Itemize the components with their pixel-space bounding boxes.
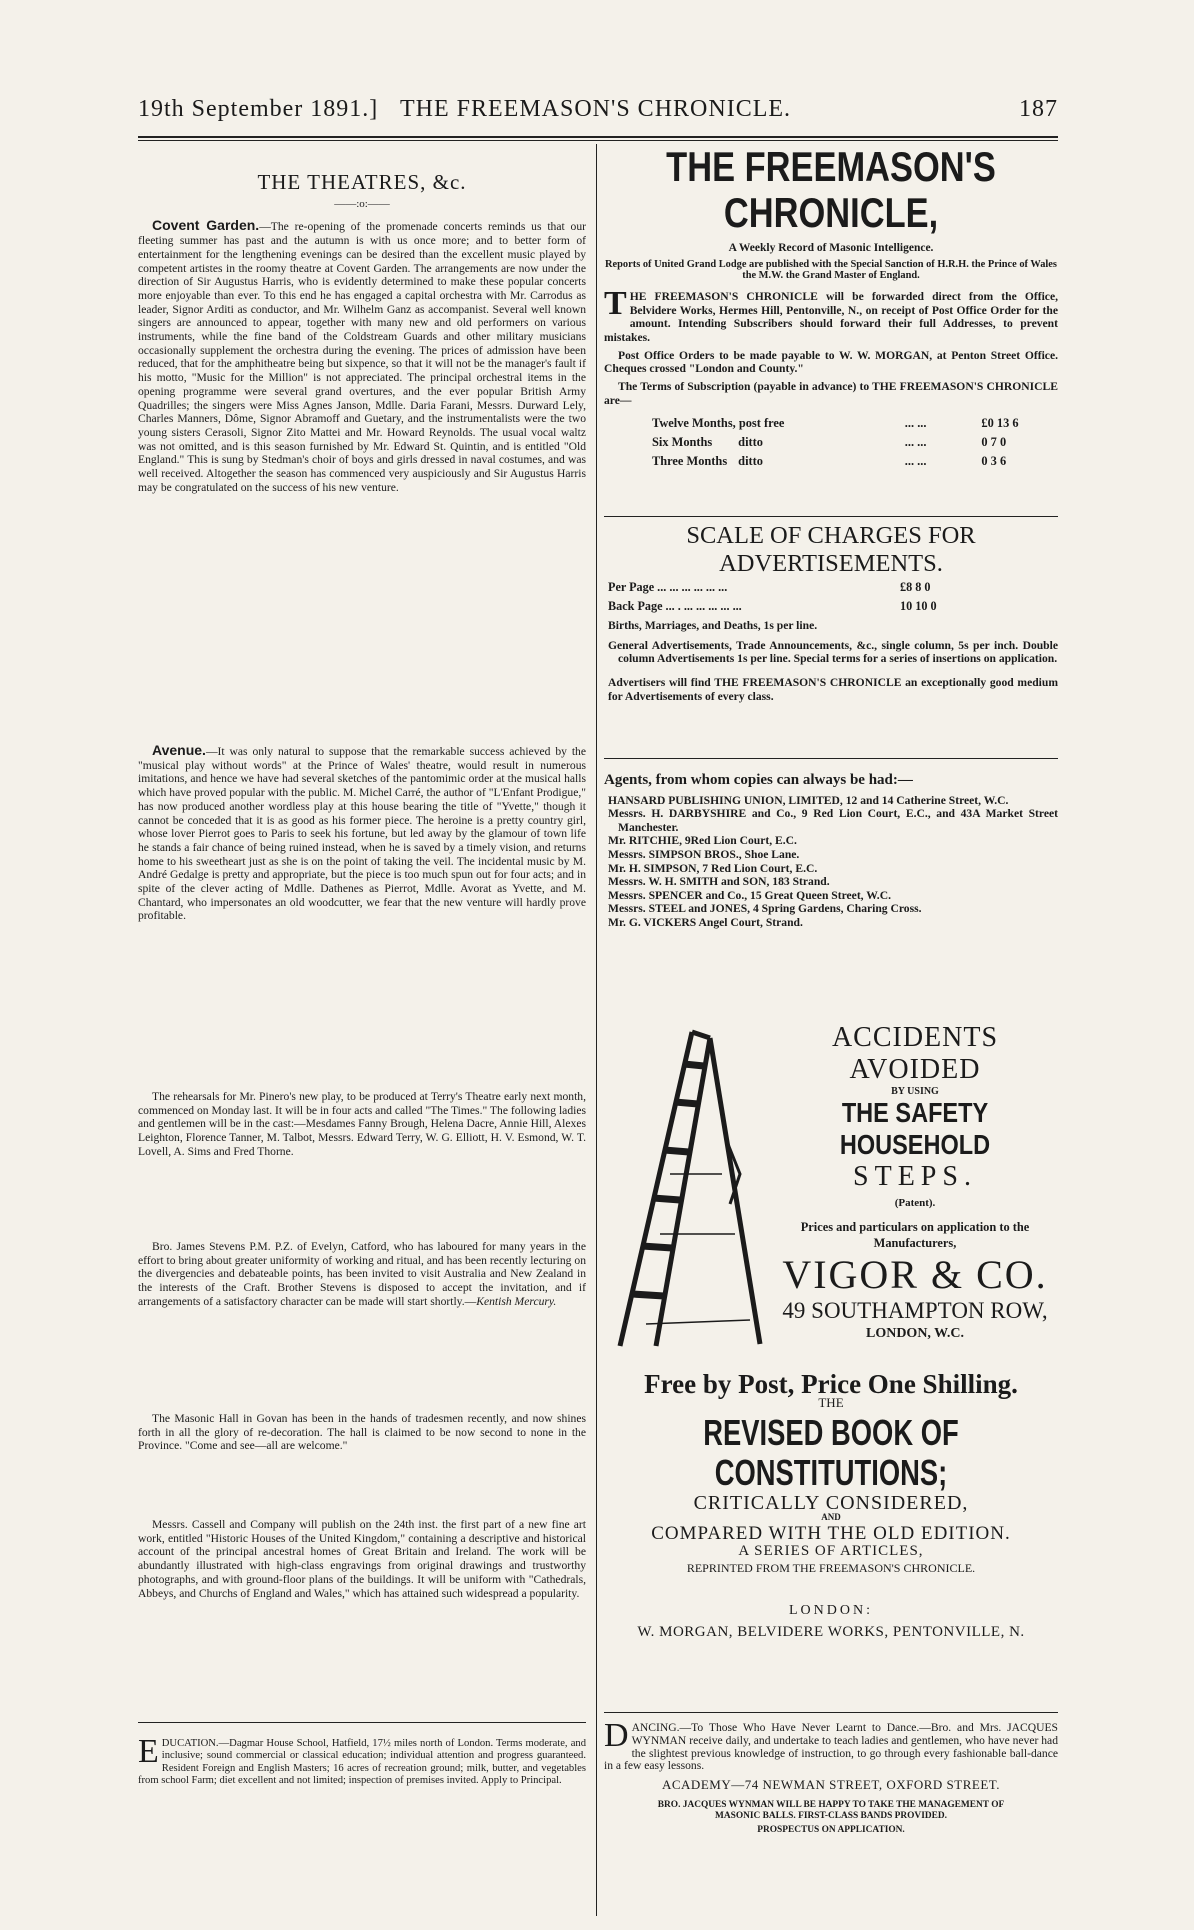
cassell-text: Messrs. Cassell and Company will publish on the 24th inst. the first part of a new fine art work, entitled "Historic Houses of the United Kingdom," containing a descriptive and historical account of the principal ancestral homes of Great Britain and Ireland. The work will be abundantly illustrated with high-class engravings from original drawings and trustworthy photographs, and with ground-floor plans of the buildings. It will be uniform with "Cathedrals, Abbeys, and Churchs of England and Wales," which has attained such widespread a popularity. xyxy=(138,1518,586,1600)
theatres-section xyxy=(138,170,586,494)
terms-intro: The Terms of Subscription (payable in advance) to THE FREEMASON'S CHRONICLE are— xyxy=(604,380,1058,407)
book-reprinted: REPRINTED FROM THE FREEMASON'S CHRONICLE. xyxy=(686,1561,976,1576)
ornament: ——:o:—— xyxy=(334,197,390,210)
births-rate: Births, Marriages, and Deaths, 1s per line. xyxy=(608,619,818,632)
avenue-heading: Avenue. xyxy=(152,742,206,758)
stevens-article xyxy=(138,1240,586,1309)
ad-rate-row: Per Page ... ... ... ... ... ... £8 8 0 xyxy=(608,580,931,594)
advertising-rates xyxy=(604,522,1058,704)
agent-item: Messrs. SPENCER and Co., 15 Great Queen Street, W.C. xyxy=(608,888,891,902)
agent-item: Messrs. H. DARBYSHIRE and Co., 9 Red Lion Court, E.C., and 43A Market Street Manchester. xyxy=(608,807,1058,834)
agent-item: Mr. G. VICKERS Angel Court, Strand. xyxy=(608,916,803,930)
covent-garden-heading: Covent Garden. xyxy=(152,217,260,234)
cassell-article xyxy=(138,1518,586,1600)
free-by-post: Free by Post, Price One Shilling. xyxy=(644,1369,1018,1399)
post-office-note: Post Office Orders to be made payable to W. W. MORGAN, at Penton Street Office. Cheques crossed "London and County." xyxy=(604,348,1058,376)
govan-text: The Masonic Hall in Govan has been in the hands of tradesmen recently, and now shines forth in all the glory of re-decoration. The hall is claimed to be now second to none in the Province. "Come and see—all are welcome." xyxy=(138,1412,586,1453)
patent-note: (Patent). xyxy=(894,1197,936,1209)
column-divider xyxy=(596,144,597,1916)
masthead-block xyxy=(604,144,1058,471)
header-rule-thin xyxy=(138,140,1058,141)
safety-steps-advert xyxy=(604,1018,1058,1358)
forward-text: HE FREEMASON'S CHRONICLE will be forwarded direct from the Office, Belvidere Works, Hermes Hill, Pentonville, N., on receipt of Post Office Order for the amount. Intending Subscribers should forward their full Addresses, to prevent mistakes. xyxy=(604,289,1058,344)
sanction-note: Reports of United Grand Lodge are published with the Special Sanction of H.R.H. the Prince of Wales the M.W. the Grand Master of England. xyxy=(605,258,1057,282)
company-name: VIGOR & CO. xyxy=(782,1252,1048,1297)
advertisers-note: Advertisers will find THE FREEMASON'S CHRONICLE an exceptionally good medium for Advertisements of every class. xyxy=(608,676,1058,703)
book-compared: COMPARED WITH THE OLD EDITION. xyxy=(651,1522,1011,1544)
ladder-illustration xyxy=(610,1024,768,1354)
masthead-title: THE FREEMASON'S CHRONICLE, xyxy=(666,143,996,236)
scale-rule xyxy=(604,516,1058,517)
book-publisher: W. MORGAN, BELVIDERE WORKS, PENTONVILLE, N. xyxy=(637,1623,1025,1640)
steps-word: STEPS. xyxy=(853,1161,977,1192)
dancing-advert xyxy=(604,1717,1059,1837)
ad-rate-row: Back Page ... . ... ... ... ... ... 10 10 0 xyxy=(608,599,937,613)
covent-garden-text: —The re-opening of the promenade concerts reminds us that our fleeting summer has past and the autumn is with us once more; and to better form of entertainment for the lengthening evenings can be desired than the excellent music played by competent artistes in the roomy theatre at Covent Garden. The arrangements are now under the direction of Sir Augustus Harris, who is evidently determined to make these popular concerts more enjoyable than ever. To this end he has engaged a capital orchestra with Mr. Carrodus as leader, Signor Arditi as conductor, and Mr. Wilhelm Ganz as accompanist. Several well known singers are announced to appear, together with many new and old performers on various instruments, while the fine band of the Coldstream Guards and other military musicians occasionally supplement the orchestra during the evening. The prices of admission have been reduced, that for the amphitheatre being but sixpence, so that it will not be the manager's fault if his motto, "Music for the Million" is not appreciated. The principal orchestral items in the opening programme were several grand overtures, and the ever popular British Army Quadrilles; the singers were Miss Agnes Janson, Mdlle. Daria Farani, Messrs. Durward Lely, Charles Manners, Dôme, Signor Abramoff and Guetary, and the instrumentalists were the two young sisters Cerasoli, Signor Zito Mattei and Mr. Howard Reynolds. The usual vocal waltz was not omitted, and is this season furnished by Mr. Edward St. Quintin, and is entitled "Old England." This is sung by Stedman's choir of boys and girls dressed in naval costumes, and was well received. Altogether the season has commenced very auspiciously and Sir Augustus Harris may be congratulated on the success of his new venture. xyxy=(138,220,586,494)
header-rule xyxy=(138,136,1058,138)
dancing-text: ANCING.—To Those Who Have Never Learnt to Dance.—Bro. and Mrs. JACQUES WYNMAN receive daily, and undertake to teach ladies and gentlemen, who have never had the slightest previous knowledge of instruction, to go through every fashionable ball-dance in a few easy lessons. xyxy=(604,1721,1059,1773)
rehearsals-text: The rehearsals for Mr. Pinero's new play, to be produced at Terry's Theatre early next month, commenced on Monday last. It will be in four acts and called "The Times." The following ladies and gentlemen will be in the cast:—Mesdames Fanny Brough, Helena Dacre, Annie Hill, Alexes Leighton, Florence Tanner, M. Talbot, Messrs. Edward Terry, W. G. Elliott, H. V. Esmond, W. T. Lovell, A. Sims and Fred Thorne. xyxy=(138,1090,586,1158)
stevens-source: Kentish Mercury. xyxy=(476,1294,557,1308)
product-name: THE SAFETY HOUSEHOLD xyxy=(839,1097,991,1160)
agent-item: HANSARD PUBLISHING UNION, LIMITED, 12 and 14 Catherine Street, W.C. xyxy=(608,793,1009,807)
agents-block xyxy=(604,774,1058,930)
agent-item: Messrs. STEEL and JONES, 4 Spring Gardens, Charing Cross. xyxy=(608,902,922,916)
subscription-row: Six Months ditto ... ... 0 7 0 xyxy=(652,434,1007,449)
dancing-bro: BRO. JACQUES WYNMAN WILL BE HAPPY TO TAKE THE MANAGEMENT OF MASONIC BALLS. FIRST-CLASS BANDS PROVIDED. xyxy=(657,1799,1005,1821)
dancing-rule xyxy=(604,1712,1058,1713)
book-the: THE xyxy=(818,1394,844,1410)
avenue-text: —It was only natural to suppose that the remarkable success achieved by the "musical play without words" at the Prince of Wales' theatre, would result in numerous imitations, and hence we have had several sketches of the pantomimic order at the musical halls which have proved popular with the public. M. Michel Carré, the author of "L'Enfant Prodigue," has now produced another wordless play at this house bearing the title of "Yvette," though it cannot be conceded that it is as good as his former piece. The heroine is a pretty country girl, whose lover Pierrot goes to Paris to seek his fortune, but led away by the glamour of town life he stands a fair chance of being ruined instead, when he is saved by a timely vision, and returns home to his sweetheart just as she is on the point of taking the veil. The incidental music by M. André Gedalge is pretty and appropriate, but the piece is too much spun out for four acts; and in spite of the clever acting of Mdlle. Dathenes as Pierrot, Mdlle. Avorat as Yvette, and M. Chantard, who impersonates an old woodcutter, we fear that the new venture will hardly prove profitable. xyxy=(138,745,586,923)
education-text: DUCATION.—Dagmar House School, Hatfield, 17½ miles north of London. Terms moderate, and inclusive; sound commercial or classical education; individual attention and progress guaranteed. Resident Foreign and English Masters; 16 acres of recreation ground; milk, butter, and vegetables from school Farm; diet excellent and not limited; inspection of premises invited. Apply to Principal. xyxy=(138,1738,586,1787)
agent-item: Mr. RITCHIE, 9Red Lion Court, E.C. xyxy=(608,834,797,848)
scale-title: SCALE OF CHARGES FOR ADVERTISEMENTS. xyxy=(686,522,976,577)
govan-article xyxy=(138,1412,586,1453)
masthead-tagline: A Weekly Record of Masonic Intelligence. xyxy=(728,242,934,254)
header-page-number: 187 xyxy=(1019,96,1058,122)
prices-note: Prices and particulars on application to the Manufacturers, xyxy=(800,1220,1030,1250)
header-journal: THE FREEMASON'S CHRONICLE. xyxy=(400,96,792,122)
agent-item: Messrs. SIMPSON BROS., Shoe Lane. xyxy=(608,848,800,862)
subscription-row: Three Months ditto ... ... 0 3 6 xyxy=(652,453,1007,468)
running-header xyxy=(138,96,1058,132)
book-and: AND xyxy=(821,1512,841,1523)
company-address: 49 SOUTHAMPTON ROW, xyxy=(782,1298,1048,1323)
dancing-academy: ACADEMY—74 NEWMAN STREET, OXFORD STREET. xyxy=(661,1777,1000,1793)
forward-dropcap: T xyxy=(604,284,627,322)
book-series: A SERIES OF ARTICLES, xyxy=(738,1542,924,1559)
book-london: LONDON: xyxy=(789,1602,873,1618)
accidents-headline: ACCIDENTS AVOIDED xyxy=(831,1022,999,1085)
constitutions-advert xyxy=(604,1369,1058,1640)
agents-list xyxy=(604,794,1058,930)
subscription-row: Twelve Months, post free ... ... £0 13 6 xyxy=(652,415,1019,430)
agent-item: Messrs. W. H. SMITH and SON, 183 Strand. xyxy=(608,875,830,889)
book-critically: CRITICALLY CONSIDERED, xyxy=(693,1492,969,1515)
agents-rule xyxy=(604,758,1058,759)
dancing-prospectus: PROSPECTUS ON APPLICATION. xyxy=(757,1824,905,1835)
general-rate: General Advertisements, Trade Announcements, &c., single column, 5s per inch. Double column Advertisements 1s per line. Special terms for a series of insertions on application. xyxy=(608,638,1058,666)
safety-steps-copy xyxy=(772,1022,1058,1342)
book-title: REVISED BOOK OF CONSTITUTIONS; xyxy=(703,1412,959,1494)
covent-garden-article xyxy=(138,219,586,494)
company-city: LONDON, W.C. xyxy=(865,1326,965,1341)
avenue-article xyxy=(138,744,586,923)
by-using: BY USING xyxy=(891,1086,939,1097)
education-advert xyxy=(138,1733,586,1788)
education-dropcap: E xyxy=(138,1733,159,1770)
rehearsals-article xyxy=(138,1090,586,1159)
subscription-table xyxy=(604,414,1058,471)
dancing-dropcap: D xyxy=(604,1717,629,1754)
section-title: THE THEATRES, &c. xyxy=(257,170,467,194)
education-rule xyxy=(138,1722,586,1723)
stevens-text: Bro. James Stevens P.M. P.Z. of Evelyn, Catford, who has laboured for many years in the effort to bring about greater uniformity of working and ritual, and has been recently lecturing on the divergencies and debateable points, has been invited to visit Australia and New Zealand in the interests of the Craft. Brother Stevens is disposed to accept the invitation, and if arrangements of a satisfactory character can be made will start shortly.— xyxy=(138,1240,586,1308)
header-date: 19th September 1891.] xyxy=(138,96,379,122)
agents-title: Agents, from whom copies can always be had:— xyxy=(604,772,913,788)
agent-item: Mr. H. SIMPSON, 7 Red Lion Court, E.C. xyxy=(608,861,818,875)
